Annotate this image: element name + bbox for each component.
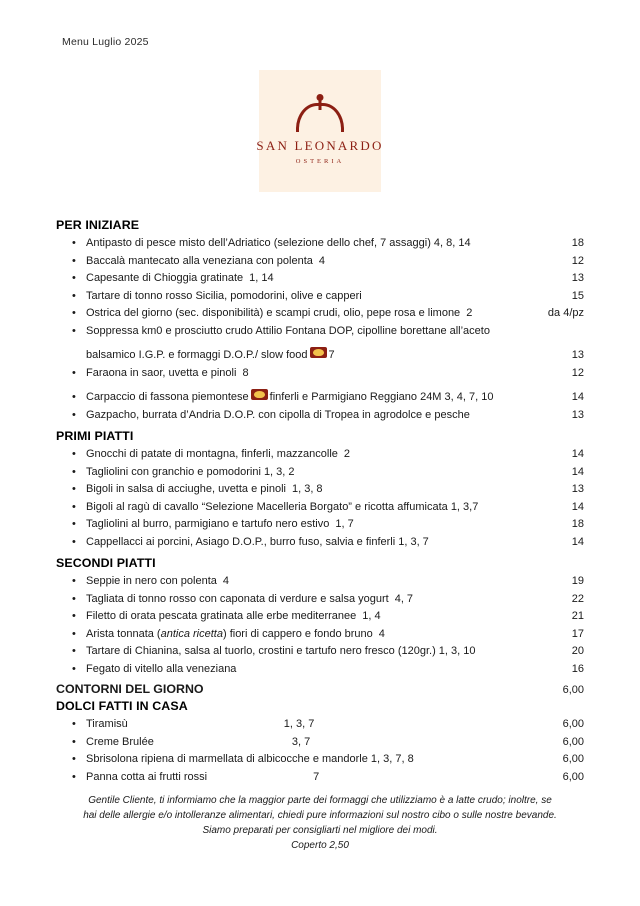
item-price: 18 [571,237,584,249]
item-price: 15 [571,289,584,302]
item-description: Carpaccio di fassona piemontese [86,391,249,403]
item-price: 14 [571,391,584,403]
menu-item [56,464,584,482]
section-title-per-iniziare: PER INIZIARE [56,218,140,232]
bullet-icon: • [72,289,76,302]
item-price: 14 [571,448,584,460]
item-price: 13 [571,349,584,361]
item-allergens: 8 [242,366,249,379]
menu-item [56,716,584,734]
menu-item [56,270,584,288]
bullet-icon: • [72,483,76,495]
section-contorni-del-giorno [56,680,584,699]
bullet-icon: • [72,465,76,478]
menu-item [56,608,584,626]
item-price: da 4/pz [547,307,584,319]
item-price: 12 [571,366,584,379]
item-description: Antipasto di pesce misto dell’Adriatico (selezione dello chef, 7 assaggi) 4, 8, 14 [86,237,471,249]
slow-food-icon [251,389,268,400]
item-price: 13 [571,483,584,495]
item-allergens: 4 [222,575,230,587]
section-title-dolci: DOLCI FATTI IN CASA [56,699,188,713]
item-price: 18 [571,518,584,530]
bullet-icon: • [72,592,76,605]
menu-item [56,481,584,499]
item-price: 14 [571,535,584,548]
item-description: Tiramisù [86,718,128,730]
bullet-icon: • [72,448,76,460]
item-allergens: 7 [328,349,335,361]
item-allergens: 4, 7 [394,592,414,605]
bullet-icon: • [72,366,76,379]
menu-sections [56,218,584,786]
item-price: 13 [571,408,584,421]
footer-line-1: Gentile Cliente, ti informiamo che la maggior parte dei formaggi che utilizziamo è a latte crudo; inoltre, se [88,795,552,806]
menu-item [56,573,584,591]
item-allergens: 3, 7 [291,735,311,748]
bullet-icon: • [72,770,76,783]
item-description: Gnocchi di patate di montagna, finferli, mazzancolle [86,448,338,460]
bullet-icon: • [72,610,76,622]
item-description: Soppressa km0 e prosciutto crudo Attilio Fontana DOP, cipolline borettane all’aceto [86,324,490,337]
item-allergens: 4 [378,627,385,640]
bullet-icon: • [72,272,76,284]
menu-item [56,734,584,752]
item-price: 20 [571,645,584,657]
item-description: Arista tonnata (antica ricetta) fiori di cappero e fondo bruno [86,627,373,640]
footer-note [56,793,584,853]
arch-logo-icon [293,98,347,132]
menu-item [56,643,584,661]
menu-item [56,534,584,552]
menu-item [56,253,584,271]
footer-line-2: hai delle allergie e/o intolleranze alimentari, chiedi pure informazioni sul nostro cibo o sulle nostre bevande. [83,810,557,821]
menu-item [56,516,584,534]
item-price: 16 [571,662,584,675]
bullet-icon: • [72,518,76,530]
item-price: 14 [571,465,584,478]
menu-item [56,446,584,464]
bullet-icon: • [72,575,76,587]
logo-name: SAN LEONARDO [256,137,384,153]
item-description: Tagliolini al burro, parmigiano e tartufo nero estivo [86,518,330,530]
footer-line-4: Coperto 2,50 [291,840,349,851]
item-price: 21 [571,610,584,622]
section-title-primi-piatti: PRIMI PIATTI [56,429,134,443]
item-description: Capesante di Chioggia gratinate [86,272,244,284]
restaurant-logo [256,70,384,192]
item-description: Filetto di orata pescata gratinata alle erbe mediterranee [86,610,357,622]
item-allergens: 2 [466,307,473,319]
item-description: Fegato di vitello alla veneziana [86,662,237,675]
item-allergens: 1, 7 [335,518,354,530]
item-allergens: 2 [343,448,351,460]
item-description-extra: finferli e Parmigiano Reggiano 24M 3, 4, 7, 10 [269,391,494,403]
menu-item [56,661,584,679]
item-description: Bigoli in salsa di acciughe, uvetta e pinoli [86,483,286,495]
menu-item-continuation [56,347,584,365]
menu-item [56,626,584,644]
menu-item [56,407,584,425]
item-allergens: 1, 3, 8 [291,483,323,495]
item-allergens: 1, 14 [249,272,274,284]
menu-item [56,365,584,383]
bullet-icon: • [72,535,76,548]
bullet-icon: • [72,324,76,337]
bullet-icon: • [72,391,76,403]
menu-item [56,389,584,407]
document-header: Menu Luglio 2025 [62,36,149,48]
bullet-icon: • [72,718,76,730]
slow-food-icon [310,347,327,358]
section-title-contorni: CONTORNI DEL GIORNO [56,682,204,696]
item-description-italic: antica ricetta [160,627,223,640]
menu-item [56,751,584,769]
item-price: 13 [571,272,584,284]
menu-item [56,288,584,306]
bullet-icon: • [72,645,76,657]
menu-item [56,499,584,517]
item-description: Seppie in nero con polenta [86,575,217,587]
section-title-secondi-piatti: SECONDI PIATTI [56,556,156,570]
menu-item [56,769,584,787]
bullet-icon: • [72,500,76,513]
item-description: Faraona in saor, uvetta e pinoli [86,366,237,379]
item-description: Creme Brulée [86,735,154,748]
bullet-icon: • [72,627,76,640]
menu-item [56,591,584,609]
item-description: Baccalà mantecato alla veneziana con polenta [86,254,313,267]
logo-subtitle: OSTERIA [295,157,345,165]
item-price: 6,00 [562,770,584,783]
item-price: 19 [571,575,584,587]
item-description: Ostrica del giorno (sec. disponibilità) e scampi crudi, olio, pepe rosa e limone [86,307,461,319]
item-allergens: 1, 3, 7 [283,718,315,730]
bullet-icon: • [72,307,76,319]
menu-item [56,305,584,323]
bullet-icon: • [72,254,76,267]
footer-line-3: Siamo preparati per consigliarti nel migliore dei modi. [202,825,438,836]
item-description-cont: balsamico I.G.P. e formaggi D.O.P./ slow food [86,349,308,361]
bullet-icon: • [72,408,76,421]
item-price: 12 [571,254,584,267]
bullet-icon: • [72,237,76,249]
item-price: 6,00 [562,753,584,765]
item-allergens: 4 [318,254,325,267]
item-description: Tartare di Chianina, salsa al tuorlo, crostini e tartufo nero fresco (120gr.) 1, 3, 10 [86,645,476,657]
item-allergens: 7 [313,770,320,783]
item-description: Tagliata di tonno rosso con caponata di verdure e salsa yogurt [86,592,389,605]
item-allergens: 1, 4 [362,610,381,622]
item-description: Tartare di tonno rosso Sicilia, pomodorini, olive e capperi [86,289,362,302]
item-description: Cappellacci ai porcini, Asiago D.O.P., burro fuso, salvia e finferli 1, 3, 7 [86,535,429,548]
item-description: Panna cotta ai frutti rossi [86,770,208,783]
item-description: Bigoli al ragù di cavallo “Selezione Macelleria Borgato” e ricotta affumicata 1, 3,7 [86,500,479,513]
bullet-icon: • [72,753,76,765]
item-price: 22 [571,592,584,605]
item-description: Sbrisolona ripiena di marmellata di albicocche e mandorle 1, 3, 7, 8 [86,753,414,765]
item-price: 14 [571,500,584,513]
item-description: Gazpacho, burrata d’Andria D.O.P. con cipolla di Tropea in agrodolce e pesche [86,408,470,421]
item-price: 17 [571,627,584,640]
item-price: 6,00 [562,735,584,748]
bullet-icon: • [72,735,76,748]
menu-item [56,235,584,253]
menu-item [56,323,584,341]
item-price: 6,00 [562,718,584,730]
section-price: 6,00 [562,684,584,696]
item-description: Tagliolini con granchio e pomodorini 1, 3, 2 [86,465,295,478]
bullet-icon: • [72,662,76,675]
